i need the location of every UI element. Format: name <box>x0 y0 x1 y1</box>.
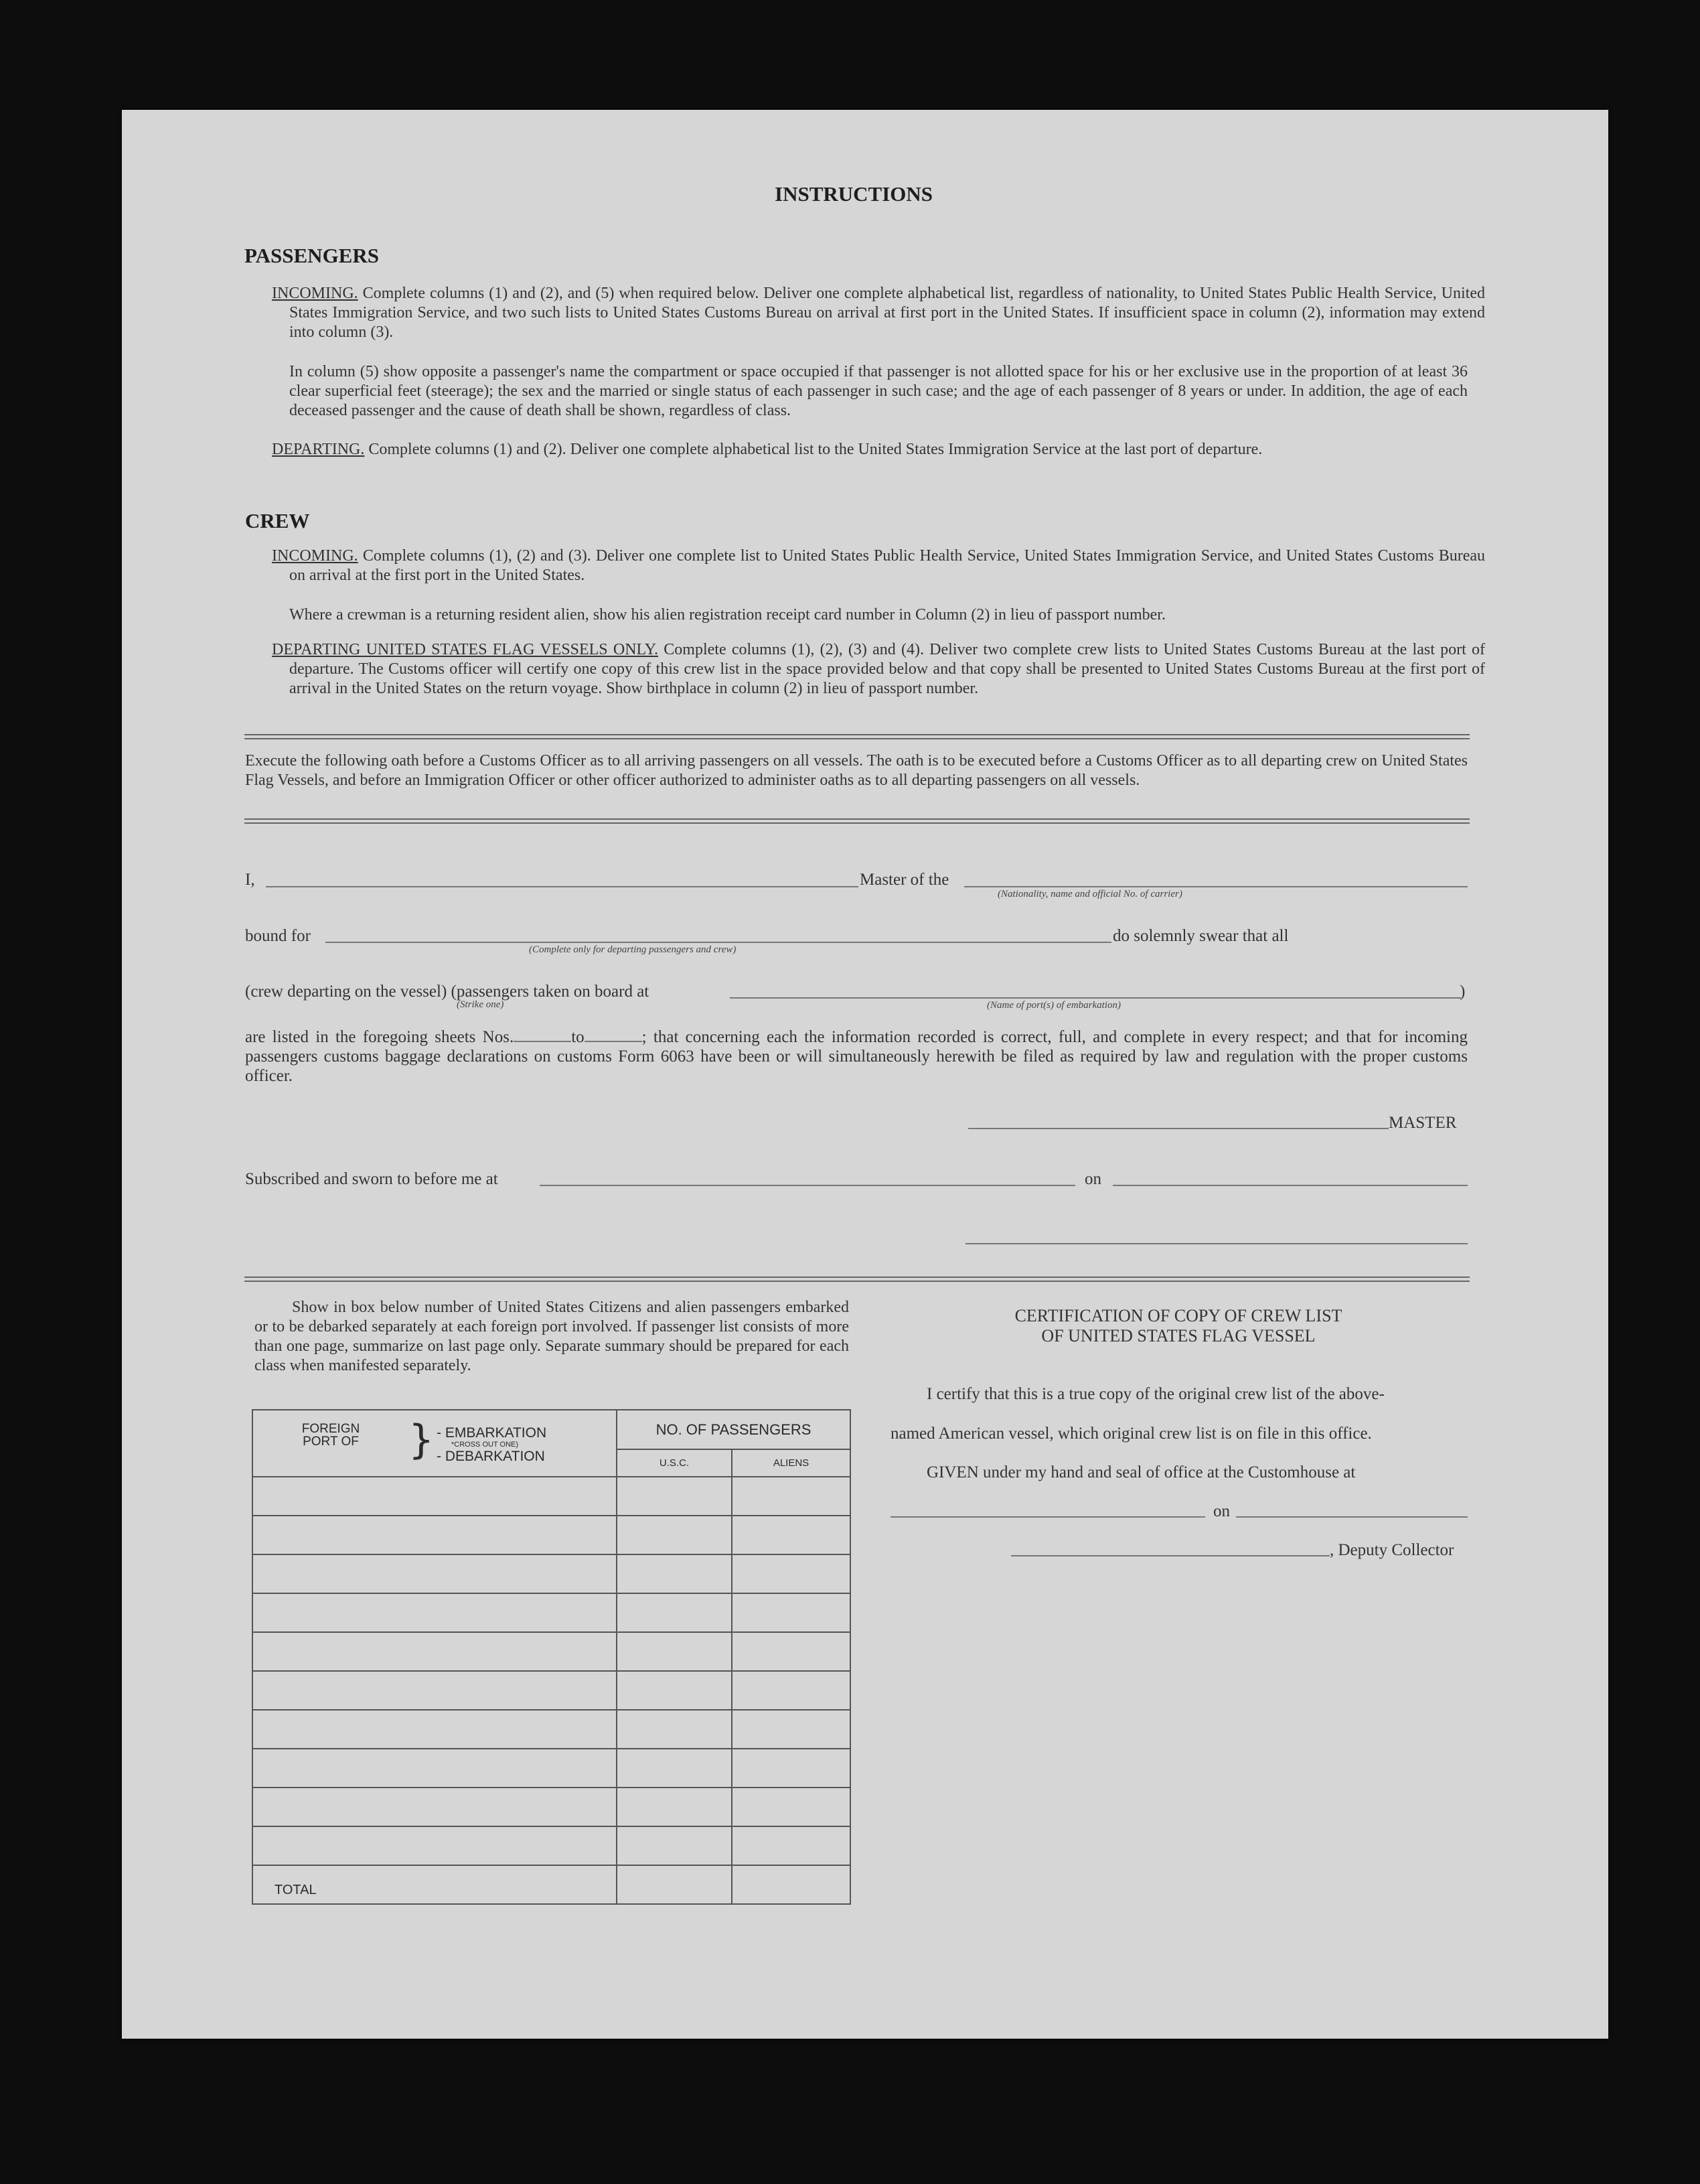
table-row <box>252 1593 850 1632</box>
usc-cell[interactable] <box>617 1826 732 1865</box>
usc-total-cell[interactable] <box>617 1865 732 1904</box>
oath-i-label: I, <box>245 871 255 889</box>
passengers-incoming-label: INCOMING. <box>272 285 358 302</box>
crew-heading: CREW <box>245 509 310 532</box>
crew-incoming-paragraph <box>272 547 1485 585</box>
certification-title-line2: OF UNITED STATES FLAG VESSEL <box>1041 1326 1316 1345</box>
table-row <box>252 1788 850 1826</box>
crew-departing-paragraph <box>272 640 1485 699</box>
table-row <box>252 1477 850 1516</box>
aliens-cell[interactable] <box>732 1788 850 1826</box>
passengers-departing-paragraph <box>272 440 1485 459</box>
usc-cell[interactable] <box>617 1554 732 1593</box>
passengers-heading: PASSENGERS <box>244 244 379 267</box>
oath-instruction: Execute the following oath before a Customs Officer as to all arriving passengers on all vessels. The oath is to be executed before a Customs Officer as to all departing crew on United States Flag Vessels, and before an Immigration Officer or other officer authorized to administer oaths as to all departing passengers on all vessels. <box>245 752 1468 789</box>
strike-one-hint: (Strike one) <box>457 999 504 1010</box>
officer-signature-field[interactable] <box>965 1243 1468 1244</box>
usc-cell[interactable] <box>617 1632 732 1671</box>
port-cell[interactable] <box>252 1477 617 1516</box>
subscribed-date-field[interactable] <box>1113 1185 1468 1186</box>
crew-incoming-text: Complete columns (1), (2) and (3). Deliver one complete list to United States Public Health Service, United States Immigration Service, and United States Customs Bureau on arrival at the first port in the United States. <box>289 547 1486 584</box>
aliens-header: ALIENS <box>732 1449 850 1477</box>
master-name-field[interactable] <box>266 886 858 887</box>
swear-label: do solemnly swear that all <box>1113 927 1289 945</box>
crew-departing-label: DEPARTING UNITED STATES FLAG VESSELS ONLY. <box>272 641 659 658</box>
crew-departing-label: (crew departing on the vessel) (passengers taken on board at <box>245 982 649 1001</box>
no-of-passengers-header: NO. OF PASSENGERS <box>617 1410 850 1449</box>
usc-cell[interactable] <box>617 1477 732 1516</box>
divider-rule <box>244 734 1470 739</box>
embarkation-port-field[interactable] <box>730 997 1461 999</box>
aliens-cell[interactable] <box>732 1477 850 1516</box>
certification-title <box>844 1306 1513 1346</box>
bound-for-field[interactable] <box>325 942 1111 943</box>
passengers-departing-text: Complete columns (1) and (2). Deliver one complete alphabetical list to the United States Immigration Service at the last port of departure. <box>368 441 1263 458</box>
total-row <box>252 1865 850 1904</box>
listed-pre: are listed in the foregoing sheets Nos. <box>245 1028 514 1046</box>
table-row <box>252 1826 850 1865</box>
table-row <box>252 1516 850 1554</box>
port-cell[interactable] <box>252 1826 617 1865</box>
aliens-cell[interactable] <box>732 1749 850 1788</box>
aliens-cell[interactable] <box>732 1710 850 1749</box>
summary-instruction: Show in box below number of United States Citizens and alien passengers embarked or to be debarked separately at each foreign port involved. If passenger list consists of more than one page, summarize on last page only. Separate summary should be prepared for each class when manifested separately. <box>254 1299 849 1374</box>
certification-on-label: on <box>1213 1502 1230 1520</box>
usc-cell[interactable] <box>617 1516 732 1554</box>
given-line: GIVEN under my hand and seal of office at the Customhouse at <box>927 1463 1356 1481</box>
foreign-port-of-label: FOREIGN PORT OF <box>301 1422 360 1449</box>
port-cell[interactable] <box>252 1516 617 1554</box>
table-row <box>252 1710 850 1749</box>
listed-post: ; that concerning each the information recorded is correct, full, and complete in every respect; and that for incoming passengers customs baggage declarations on customs Form 6063 have been or will simultaneously herewith be filed as required by law and regulation with the proper customs officer. <box>245 1028 1468 1085</box>
port-cell[interactable] <box>252 1788 617 1826</box>
subscribed-on-label: on <box>1085 1170 1101 1188</box>
certification-date-field[interactable] <box>1236 1516 1468 1518</box>
page-title: INSTRUCTIONS <box>775 182 933 206</box>
aliens-total-cell[interactable] <box>732 1865 850 1904</box>
usc-cell[interactable] <box>617 1710 732 1749</box>
port-hint: (Name of port(s) of embarkation) <box>987 1000 1121 1011</box>
total-label: TOTAL <box>252 1865 617 1904</box>
table-row <box>252 1671 850 1710</box>
aliens-cell[interactable] <box>732 1632 850 1671</box>
aliens-cell[interactable] <box>732 1826 850 1865</box>
table-row <box>252 1632 850 1671</box>
usc-cell[interactable] <box>617 1593 732 1632</box>
port-cell[interactable] <box>252 1593 617 1632</box>
port-cell[interactable] <box>252 1632 617 1671</box>
embarkation-label: - EMBARKATION <box>437 1425 547 1441</box>
master-signature-field[interactable] <box>968 1128 1389 1129</box>
aliens-cell[interactable] <box>732 1671 850 1710</box>
usc-cell[interactable] <box>617 1749 732 1788</box>
certify-line2: named American vessel, which original crew list is on file in this office. <box>891 1425 1372 1443</box>
divider-rule <box>244 1277 1470 1282</box>
table-row <box>252 1554 850 1593</box>
cross-out-one-label: *CROSS OUT ONE) <box>451 1441 519 1449</box>
master-of-the-label: Master of the <box>860 871 949 889</box>
nationality-hint: (Nationality, name and official No. of carrier) <box>998 889 1182 899</box>
passengers-incoming-paragraph <box>272 284 1485 342</box>
port-cell[interactable] <box>252 1671 617 1710</box>
port-cell[interactable] <box>252 1554 617 1593</box>
customhouse-place-field[interactable] <box>891 1516 1205 1518</box>
passenger-summary-table <box>252 1409 851 1905</box>
usc-header: U.S.C. <box>617 1449 732 1477</box>
subscribed-label: Subscribed and sworn to before me at <box>245 1170 498 1188</box>
passengers-incoming-text: Complete columns (1) and (2), and (5) when required below. Deliver one complete alphabetical list, regardless of nationality, to United States Public Health Service, United States Immigration Service, and two such lists to United States Customs Bureau on arrival at first port in the United States. If insufficient space in column (2), information may extend into column (3). <box>289 285 1486 341</box>
departing-hint: (Complete only for departing passengers and crew) <box>529 944 737 955</box>
aliens-cell[interactable] <box>732 1554 850 1593</box>
foreign-port-header <box>252 1410 617 1477</box>
debarkation-label: - DEBARKATION <box>437 1449 545 1464</box>
sheet-from-field[interactable] <box>514 1029 571 1042</box>
passengers-departing-label: DEPARTING. <box>272 441 365 458</box>
sheet-to-field[interactable] <box>585 1029 642 1042</box>
usc-cell[interactable] <box>617 1671 732 1710</box>
aliens-cell[interactable] <box>732 1593 850 1632</box>
crew-resident-paragraph: Where a crewman is a returning resident alien, show his alien registration receipt card number in Column (2) in lieu of passport number. <box>289 606 1166 624</box>
usc-cell[interactable] <box>617 1788 732 1826</box>
carrier-field[interactable] <box>964 886 1468 887</box>
aliens-cell[interactable] <box>732 1516 850 1554</box>
certify-line1: I certify that this is a true copy of the original crew list of the above- <box>927 1385 1385 1403</box>
deputy-collector-label: , Deputy Collector <box>1330 1541 1454 1559</box>
crew-departing-text: Complete columns (1), (2), (3) and (4). Deliver two complete crew lists to United States Customs Bureau at the last port of departure. The Customs officer will certify one copy of this crew list in the space provided below and that copy shall be presented to United States Customs Bureau at the first port of arrival in the United States on the return voyage. Show birthplace in column (2) in lieu of passport number. <box>289 641 1486 697</box>
brace-icon: } <box>408 1416 435 1463</box>
crew-incoming-label: INCOMING. <box>272 547 358 565</box>
subscribed-place-field[interactable] <box>540 1185 1075 1186</box>
divider-rule <box>244 818 1470 824</box>
close-paren: ) <box>1460 982 1466 1001</box>
port-cell[interactable] <box>252 1710 617 1749</box>
port-cell[interactable] <box>252 1749 617 1788</box>
deputy-signature-field[interactable] <box>1011 1555 1330 1556</box>
oath-statement <box>245 1027 1468 1086</box>
passengers-column5-paragraph: In column (5) show opposite a passenger's name the compartment or space occupied if that passenger is not allotted space for his or her exclusive use in the proportion of at least 36 clear superficial feet (steerage); the sex and the married or single status of each passenger in such case; and the age of each passenger of 8 years or under. In addition, the age of each deceased passenger and the cause of death shall be shown, regardless of class. <box>289 363 1468 419</box>
certification-title-line1: CERTIFICATION OF COPY OF CREW LIST <box>1014 1306 1342 1325</box>
bound-for-label: bound for <box>245 927 311 945</box>
master-label: MASTER <box>1389 1114 1457 1132</box>
table-row <box>252 1749 850 1788</box>
listed-to: to <box>571 1028 585 1046</box>
